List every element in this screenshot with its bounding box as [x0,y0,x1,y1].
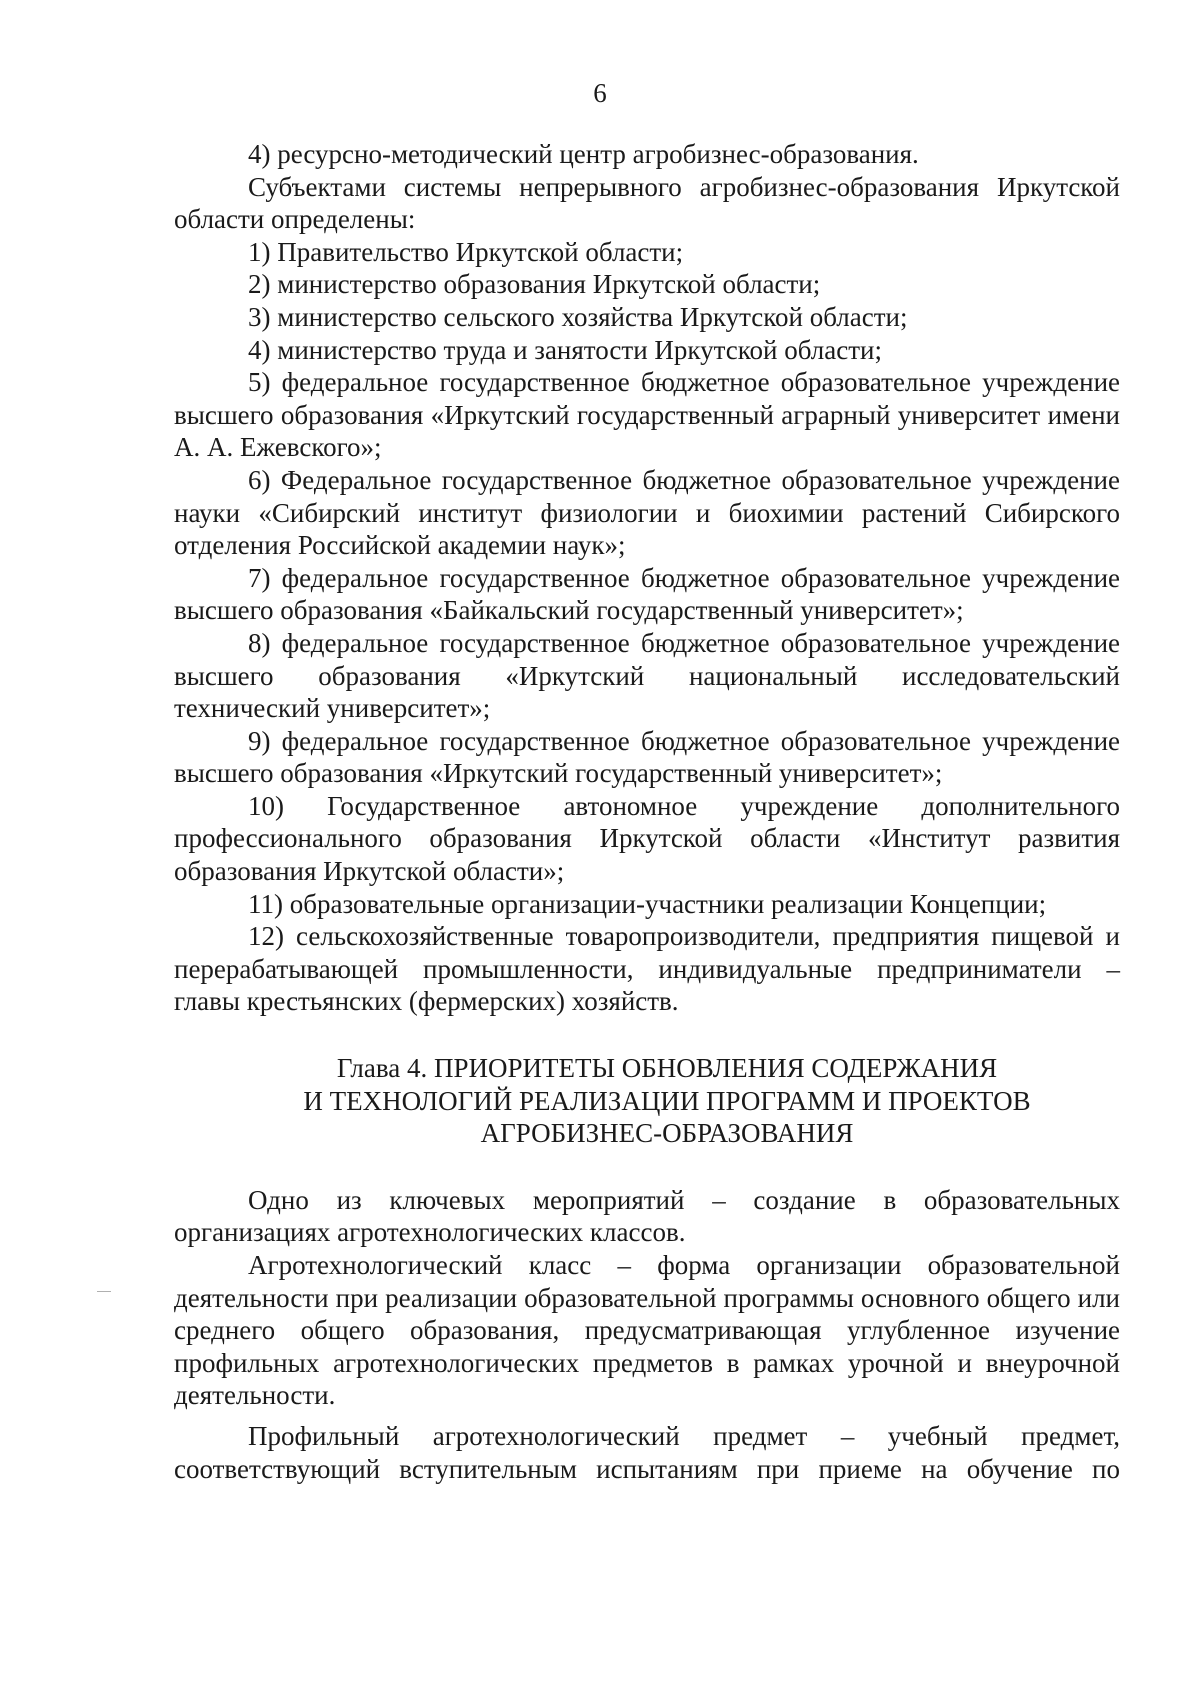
chapter-heading-line-1: Глава 4. ПРИОРИТЕТЫ ОБНОВЛЕНИЯ СОДЕРЖАНИЯ [336,1053,998,1084]
scan-margin-mark [97,1291,111,1292]
list-item-3: 3) министерство сельского хозяйства Иркутской области; [248,301,908,332]
page-number: 6 [593,78,607,108]
chapter-heading [174,1052,1120,1150]
paragraph-key-measure: Одно из ключевых мероприятий – создание в образовательных организациях агротехнологических классов. [174,1184,1120,1248]
list-item-1: 1) Правительство Иркутской области; [248,236,684,267]
list-item-9: 9) федеральное государственное бюджетное образовательное учреждение высшего образования «Иркутский государственный университет»; [174,725,1120,789]
paragraph-subjects-intro: Субъектами системы непрерывного агробизнес-образования Иркутской области определены: [174,171,1120,235]
chapter-heading-line-3: АГРОБИЗНЕС-ОБРАЗОВАНИЯ [480,1118,854,1149]
list-item-4: 4) министерство труда и занятости Иркутской области; [248,334,882,365]
list-item-10: 10) Государственное автономное учреждение дополнительного профессионального образования Иркутской области «Институт развития образования Иркутской области»; [174,790,1120,887]
list-item-resource-center: 4) ресурсно-методический центр агробизнес-образования. [248,139,919,169]
paragraph-agro-class-definition: Агротехнологический класс – форма организации образовательной деятельности при реализации образовательной программы основного общего или среднего общего образования, предусматривающая углубленное изучение профильных агротехнологических предметов в рамках урочной и внеурочной деятельности. [174,1250,1120,1411]
paragraph-profile-subject-definition: Профильный агротехнологический предмет – учебный предмет, соответствующий вступительным испытаниям при приеме на обучение по [174,1420,1120,1484]
chapter-heading-line-2: И ТЕХНОЛОГИЙ РЕАЛИЗАЦИИ ПРОГРАММ И ПРОЕКТОВ [303,1085,1031,1116]
list-item-12: 12) сельскохозяйственные товаропроизводители, предприятия пищевой и перерабатывающей промышленности, индивидуальные предприниматели – главы крестьянских (фермерских) хозяйств. [174,921,1120,1017]
list-item-5: 5) федеральное государственное бюджетное образовательное учреждение высшего образования «Иркутский государственный аграрный университет имени А. А. Ежевского»; [174,367,1120,463]
list-item-2: 2) министерство образования Иркутской области; [248,269,821,300]
list-item-6: 6) Федеральное государственное бюджетное образовательное учреждение науки «Сибирский институт физиологии и биохимии растений Сибирского отделения Российской академии наук»; [174,464,1120,561]
list-item-8: 8) федеральное государственное бюджетное образовательное учреждение высшего образования «Иркутский национальный исследовательский технический университет»; [174,627,1120,724]
document-body [174,138,1120,1485]
list-item-11: 11) образовательные организации-участники реализации Концепции; [248,888,1047,919]
list-item-7: 7) федеральное государственное бюджетное образовательное учреждение высшего образования «Байкальский государственный университет»; [174,562,1120,626]
